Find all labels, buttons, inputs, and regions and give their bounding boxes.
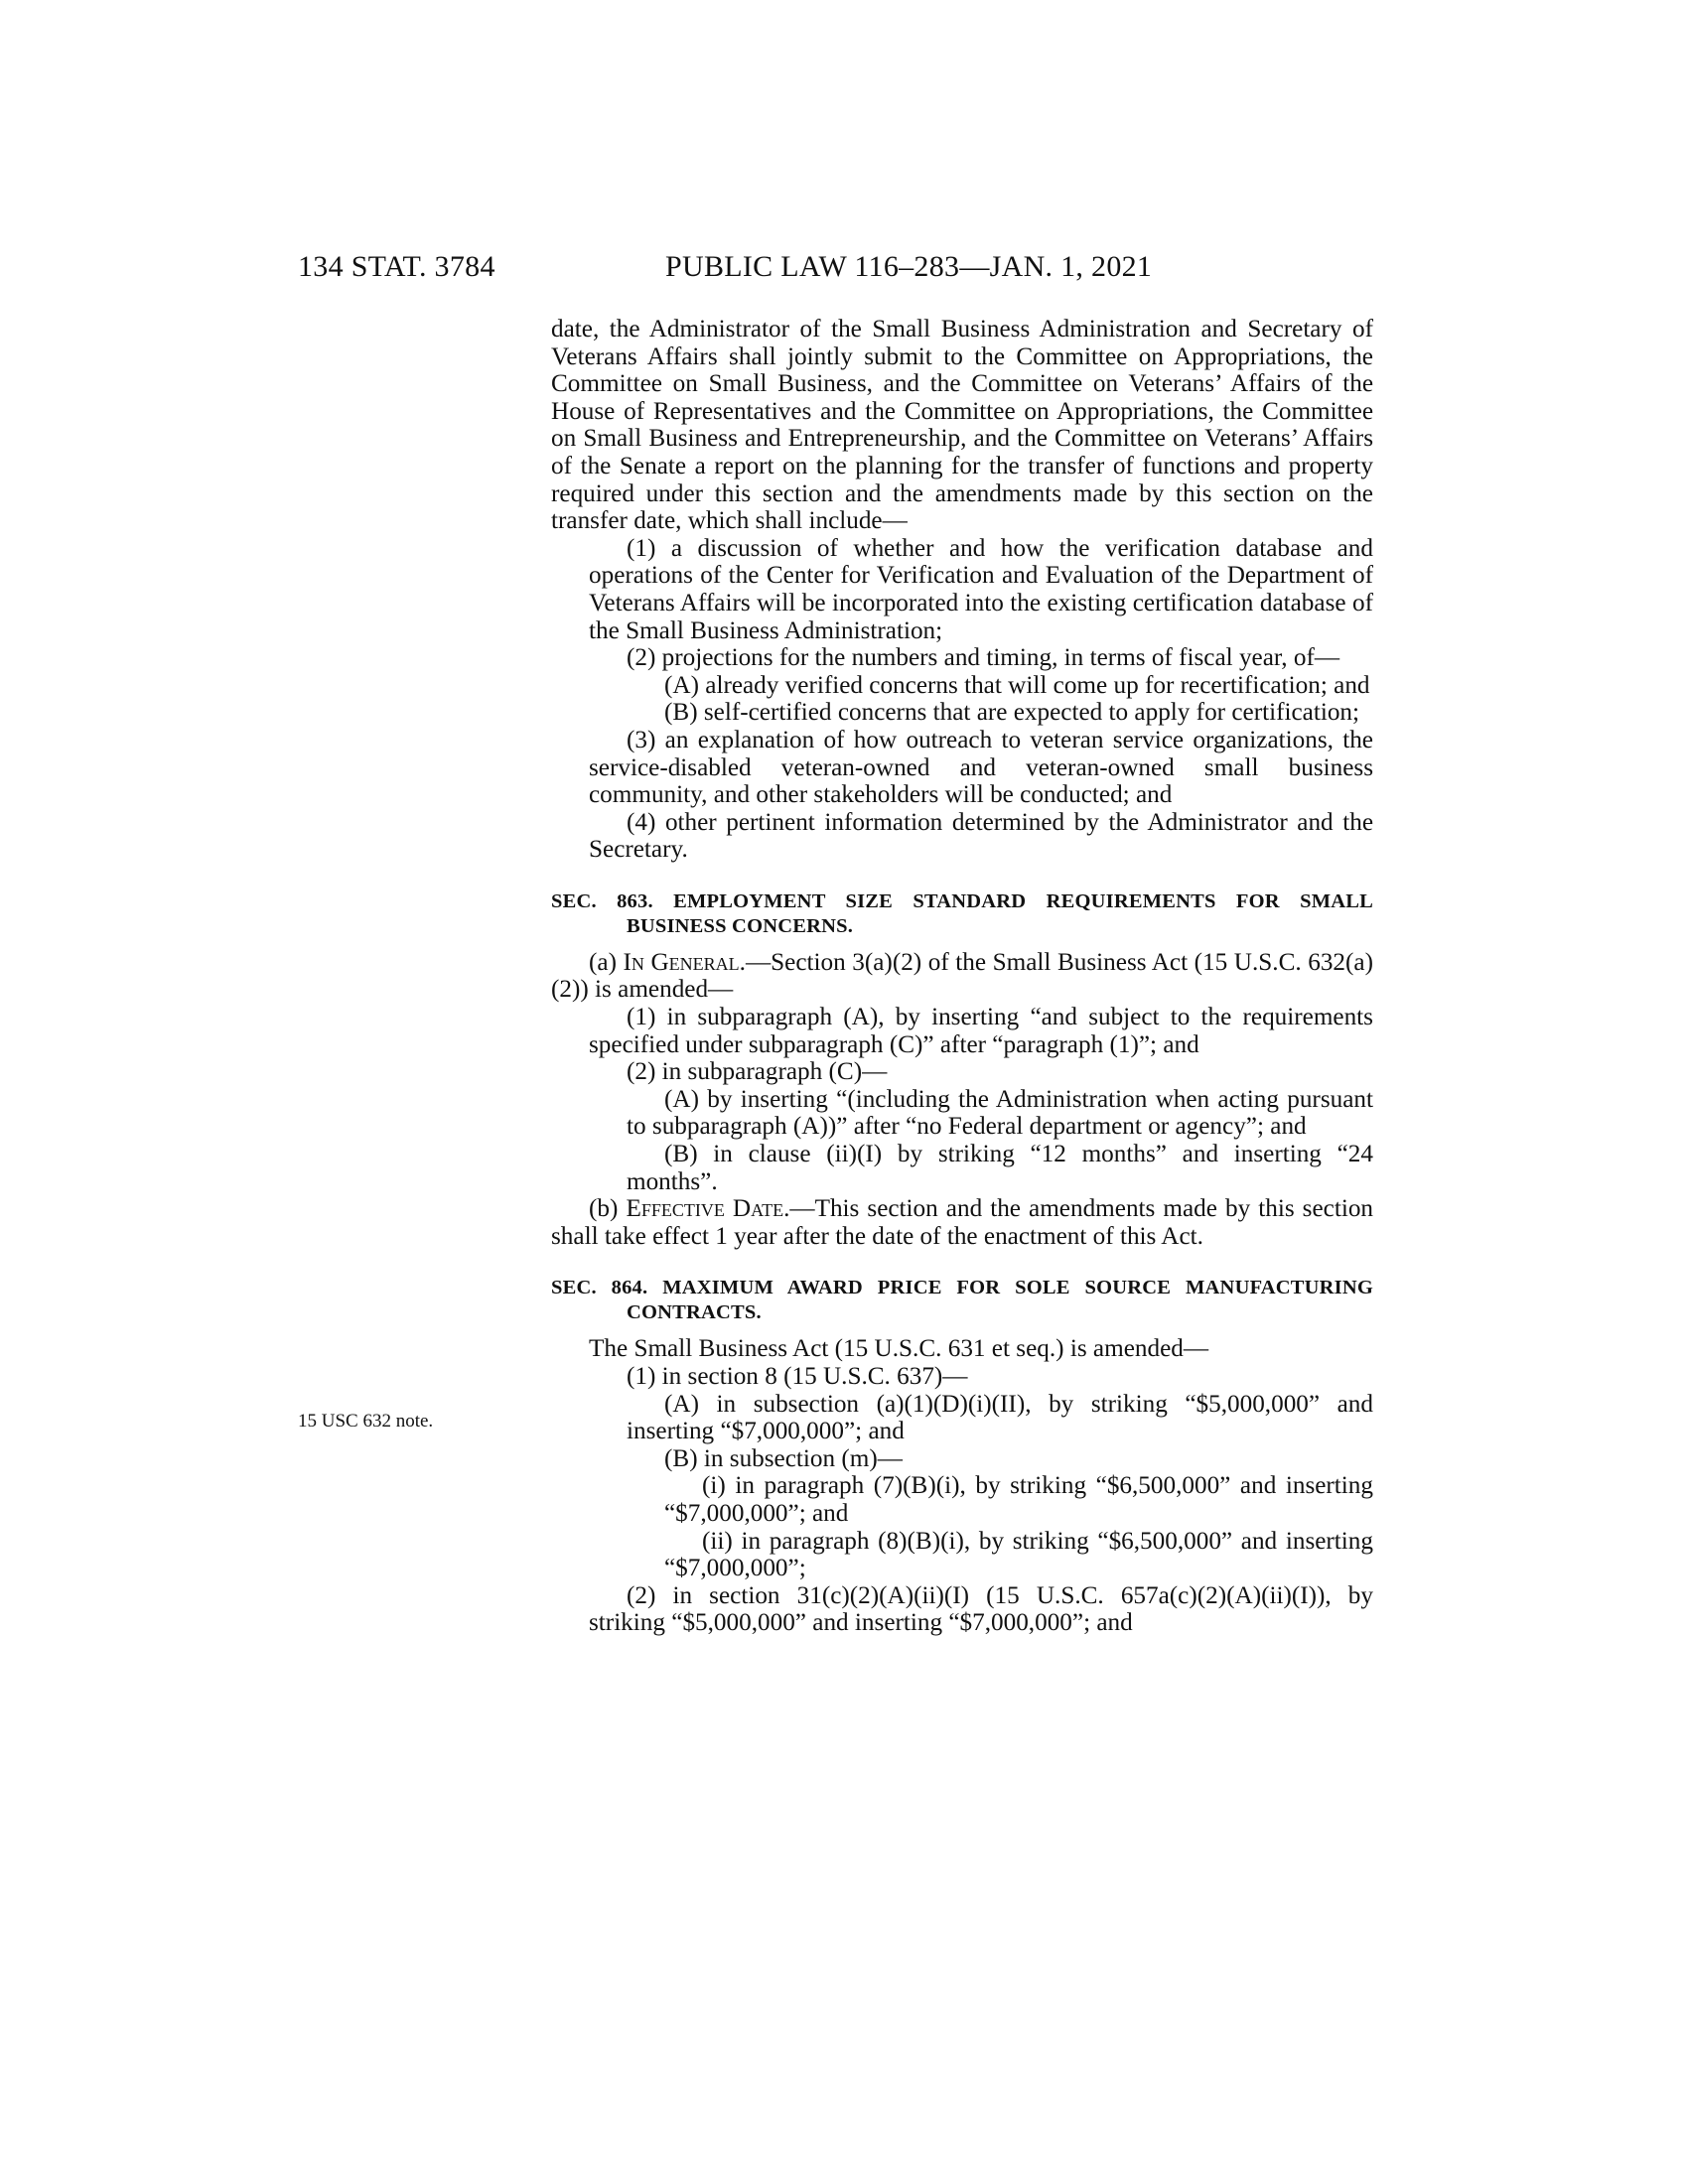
list-item: (i) in paragraph (7)(B)(i), by striking “$6,500,000” and inserting “$7,000,000”; and xyxy=(664,1472,1373,1527)
subsection-paragraph xyxy=(551,949,1373,1004)
amendment-intro: The Small Business Act (15 U.S.C. 631 et seq.) is amended— xyxy=(589,1335,1209,1363)
list-item: (4) other pertinent information determined by the Administrator and the Secretary. xyxy=(589,808,1373,864)
list-item: (2) projections for the numbers and timing, in terms of fiscal year, of— xyxy=(627,644,1340,672)
list-item: (B) in clause (ii)(I) by striking “12 months” and inserting “24 months”. xyxy=(627,1141,1373,1195)
list-item: (2) in section 31(c)(2)(A)(ii)(I) (15 U.S.C. 657a(c)(2)(A)(ii)(I)), by striking “$5,000,000” and inserting “$7,000,000”; and xyxy=(589,1581,1373,1637)
list-item: (2) in subparagraph (C)— xyxy=(627,1058,888,1086)
list-item: (1) in subparagraph (A), by inserting “and subject to the requirements specified under subparagraph (C)” after “paragraph (1)”; and xyxy=(589,1004,1373,1058)
list-item: (B) self-certified concerns that are expected to apply for certification; xyxy=(664,699,1360,727)
subsection-caption: In General xyxy=(623,948,740,976)
list-item: (ii) in paragraph (8)(B)(i), by striking “$6,500,000” and inserting “$7,000,000”; xyxy=(664,1527,1373,1582)
report-intro-paragraph: date, the Administrator of the Small Business Administration and Secretary of Veterans Affairs shall jointly submit to the Committee on Appropriations, the Committee on Small Business, and the Committee on Veterans’ Affairs of the House of Representatives and the Committee on Appropriations, the Committee on Small Business and Entrepreneurship, and the Committee on Veterans’ Affairs of the Senate a report on the planning for the transfer of functions and property required under this section and the amendments made by this section on the transfer date, which shall include— xyxy=(551,316,1373,535)
margin-note: 15 USC 632 note. xyxy=(298,1411,434,1432)
section-heading: SEC. 864. MAXIMUM AWARD PRICE FOR SOLE SOURCE MANUFACTURING CONTRACTS. xyxy=(551,1277,1373,1324)
body-text xyxy=(551,316,1373,1637)
list-item: (B) in subsection (m)— xyxy=(664,1444,903,1472)
list-item: (1) a discussion of whether and how the verification database and operations of the Center for Verification and Evaluation of the Department of Veterans Affairs will be incorporated into the existing certification database of the Small Business Administration; xyxy=(589,534,1373,644)
subsection-text: .—This section and the amendments made by this section shall take effect 1 year after the date of the enactment of this Act. xyxy=(551,1195,1374,1250)
running-head xyxy=(0,250,1688,290)
subsection-paragraph xyxy=(551,1195,1373,1250)
public-law-citation: PUBLIC LAW 116–283—JAN. 1, 2021 xyxy=(665,250,1153,283)
list-item: (A) by inserting “(including the Administration when acting pursuant to subparagraph (A))” after “no Federal department or agency”; and xyxy=(627,1085,1373,1141)
subsection-text: .—Section 3(a)(2) of the Small Business Act (15 U.S.C. 632(a)(2)) is amended— xyxy=(551,948,1373,1004)
section-heading: SEC. 863. EMPLOYMENT SIZE STANDARD REQUIREMENTS FOR SMALL BUSINESS CONCERNS. xyxy=(551,889,1373,937)
list-item: (A) already verified concerns that will come up for recertification; and xyxy=(664,671,1370,699)
stat-citation: 134 STAT. 3784 xyxy=(298,250,495,283)
subsection-lead: (b) xyxy=(589,1195,627,1223)
list-item: (1) in section 8 (15 U.S.C. 637)— xyxy=(627,1363,968,1390)
list-item: (A) in subsection (a)(1)(D)(i)(II), by striking “$5,000,000” and inserting “$7,000,000”; and xyxy=(627,1390,1373,1445)
list-item: (3) an explanation of how outreach to veteran service organizations, the service-disabled veteran-owned and veteran-owned small business community, and other stakeholders will be conducted; and xyxy=(589,726,1373,809)
subsection-lead: (a) xyxy=(589,948,624,976)
subsection-caption: Effective Date xyxy=(626,1195,784,1223)
